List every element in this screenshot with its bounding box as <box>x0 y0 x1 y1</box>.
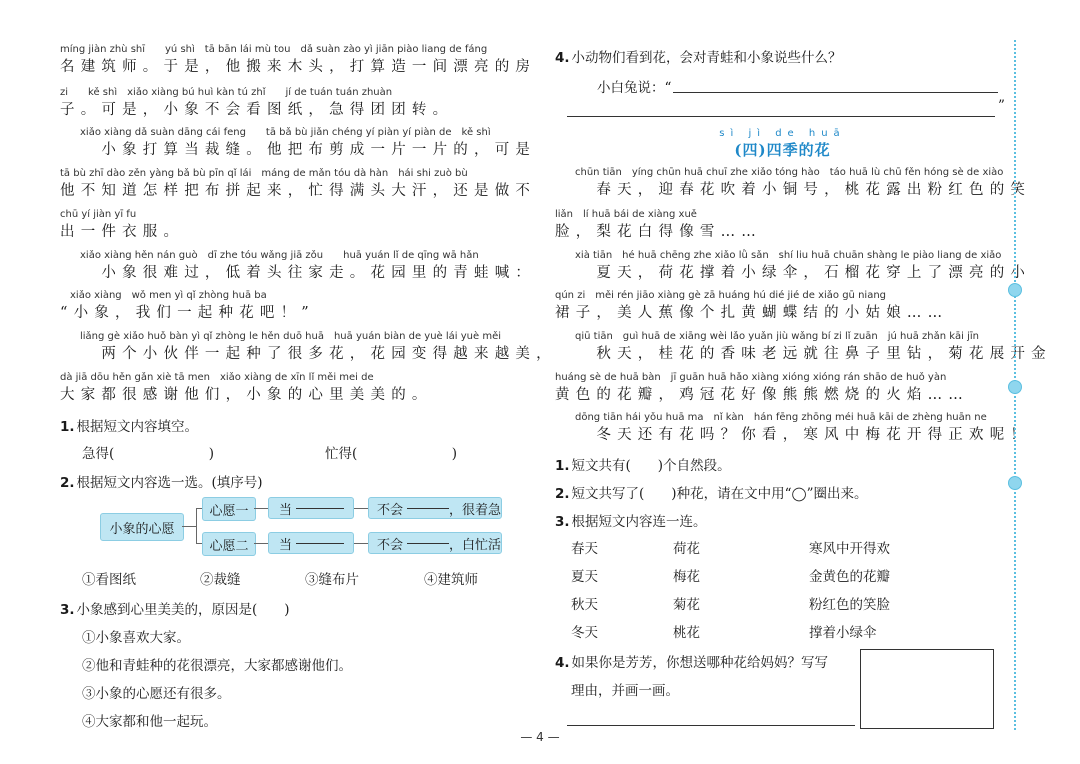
wish-one-result-box[interactable]: 不会 ，很着急 <box>368 497 502 519</box>
passage-line: zi kě shì xiǎo xiàng bú huì kàn tú zhǐ jí de tuán tuán zhuàn 子。可是，小象不会看图纸，急得团团转。 <box>60 87 454 118</box>
passage-title: (四)四季的花 <box>734 141 831 159</box>
rabbit-says-label: 小白兔说：“ <box>597 80 672 96</box>
passage-line: xiǎo xiàng dǎ suàn dāng cái feng tā bǎ bù jiǎn chéng yí piàn yí piàn de kě shì 小象打算当裁缝。他把布剪成一片一片的，可是 <box>60 127 537 158</box>
option-3: ③缝布片 <box>305 572 359 588</box>
wish-one-when-box[interactable]: 当 <box>268 497 354 519</box>
passage-line: tā bù zhī dào zěn yàng bǎ bù pīn qǐ lái máng de mǎn tóu dà hàn hái shi zuò bù 他不知道怎样把布拼起来，忙得满头大汗，还是做不 <box>60 168 537 199</box>
answer-line[interactable] <box>567 725 855 726</box>
drawing-box[interactable] <box>860 649 994 729</box>
wish-one-box: 心愿一 <box>202 497 256 521</box>
wish-root-box: 小象的心愿 <box>100 513 184 541</box>
passage-line: qún zi měi rén jiāo xiàng gè zā huáng hú dié jié de xiǎo gū niang 裙子，美人蕉像个扎黄蝴蝶结的小姑娘…… <box>555 290 949 321</box>
question-3-right: 3. 根据短文内容连一连。 <box>555 514 707 530</box>
season-item[interactable]: 冬天 <box>571 625 598 641</box>
choice-1[interactable]: ①小象喜欢大家。 <box>82 630 190 646</box>
feature-item[interactable]: 粉红色的笑脸 <box>809 597 890 613</box>
passage-line: xiǎo xiàng wǒ men yì qǐ zhòng huā ba “小象，我们一起种花吧！” <box>60 290 315 321</box>
feature-item[interactable]: 寒风中开得欢 <box>809 541 890 557</box>
question-4-gift: 4. 如果你是芳芳，你想送哪种花给妈妈？写写 <box>555 655 829 671</box>
passage-line: xiǎo xiàng hěn nán guò dī zhe tóu wǎng jiā zǒu huā yuán lǐ de qīng wā hǎn 小象很难过，低着头往家走。花园里的青蛙喊： <box>60 250 537 281</box>
passage-line: liǎn lí huā bái de xiàng xuě 脸，梨花白得像雪…… <box>555 209 762 240</box>
question-1: 1. 根据短文内容填空。 <box>60 419 199 435</box>
binding-hole <box>1008 283 1022 297</box>
choice-4[interactable]: ④大家都和他一起玩。 <box>82 714 217 730</box>
question-2: 2. 根据短文内容选一选。(填序号) <box>60 475 263 491</box>
question-1-right: 1. 短文共有( )个自然段。 <box>555 458 731 474</box>
feature-item[interactable]: 金黄色的花瓣 <box>809 569 890 585</box>
choice-3[interactable]: ③小象的心愿还有很多。 <box>82 686 231 702</box>
answer-line[interactable] <box>673 92 998 93</box>
passage-line: qiū tiān guì huā de xiāng wèi lǎo yuǎn jiù wǎng bí zi lǐ zuān jú huā zhǎn kāi jīn 秋天，桂花的香味老远就往鼻子里钻，菊花展开金 <box>555 331 1052 362</box>
closing-quote: ” <box>998 98 1005 114</box>
feature-item[interactable]: 撑着小绿伞 <box>809 625 877 641</box>
season-item[interactable]: 春天 <box>571 541 598 557</box>
question-4-gift-line2: 理由，并画一画。 <box>571 683 679 699</box>
wish-two-when-box[interactable]: 当 <box>268 532 354 554</box>
connector <box>254 543 268 544</box>
option-4: ④建筑师 <box>424 572 478 588</box>
flower-item[interactable]: 荷花 <box>673 541 700 557</box>
connector <box>182 526 196 527</box>
flower-item[interactable]: 桃花 <box>673 625 700 641</box>
question-4-speech: 4. 小动物们看到花，会对青蛙和小象说些什么？ <box>555 50 842 66</box>
binding-hole <box>1008 476 1022 490</box>
passage-title-pinyin: sì jì de huā <box>719 128 846 139</box>
fill-blank-a[interactable]: 急得( ) <box>82 446 215 462</box>
passage-line: dōng tiān hái yǒu huā ma nǐ kàn hán fēng zhōng méi huā kāi de zhèng huān ne 冬天还有花吗？你看，寒风中梅花开得正欢呢！ <box>555 412 1032 443</box>
passage-line: míng jiàn zhù shī yú shì tā bān lái mù tou dǎ suàn zào yì jiān piào liang de fáng 名建筑师。于是，他搬来木头，打算造一间漂亮的房 <box>60 44 537 75</box>
option-2: ②裁缝 <box>200 572 241 588</box>
choice-2[interactable]: ②他和青蛙种的花很漂亮，大家都感谢他们。 <box>82 658 352 674</box>
passage-line: huáng sè de huā bàn jī guān huā hǎo xiàng xióng xióng rán shāo de huǒ yàn 黄色的花瓣，鸡冠花好像熊熊燃烧的火焰…… <box>555 372 969 403</box>
passage-line: chūn tiān yíng chūn huā chuī zhe xiǎo tóng hào táo huā lù chū fěn hóng sè de xiào 春天，迎春花吹着小铜号，桃花露出粉红色的笑 <box>555 167 1032 198</box>
wish-two-result-box[interactable]: 不会 ，白忙活 <box>368 532 502 554</box>
wish-two-box: 心愿二 <box>202 532 256 556</box>
season-item[interactable]: 秋天 <box>571 597 598 613</box>
binding-hole <box>1008 380 1022 394</box>
season-item[interactable]: 夏天 <box>571 569 598 585</box>
option-1: ①看图纸 <box>82 572 136 588</box>
connector <box>254 508 268 509</box>
answer-line[interactable] <box>567 116 995 117</box>
fill-blank-b[interactable]: 忙得( ) <box>325 446 458 462</box>
connector <box>354 508 368 509</box>
page-number: — 4 — <box>520 730 560 744</box>
connector <box>354 543 368 544</box>
passage-title-block <box>555 128 1010 160</box>
passage-line: xià tiān hé huā chēng zhe xiǎo lǜ sǎn shí liu huā chuān shàng le piào liang de xiǎo 夏天，荷花撑着小绿伞，石榴花穿上了漂亮的小 <box>555 250 1032 281</box>
question-2-right: 2. 短文共写了( )种花，请在文中用“◯”圈出来。 <box>555 486 868 502</box>
flower-item[interactable]: 菊花 <box>673 597 700 613</box>
passage-line: chū yí jiàn yī fu 出一件衣服。 <box>60 209 185 240</box>
question-3: 3. 小象感到心里美美的，原因是( ) <box>60 602 290 618</box>
flower-item[interactable]: 梅花 <box>673 569 700 585</box>
passage-line: dà jiā dōu hěn gǎn xiè tā men xiǎo xiàng de xīn lǐ měi mei de 大家都很感谢他们，小象的心里美美的。 <box>60 372 433 403</box>
connector <box>196 508 197 544</box>
passage-line: liǎng gè xiǎo huǒ bàn yì qǐ zhòng le hěn duō huā huā yuán biàn de yuè lái yuè měi 两个小伙伴一起种了很多花，花园变得越来越美， <box>60 331 557 362</box>
